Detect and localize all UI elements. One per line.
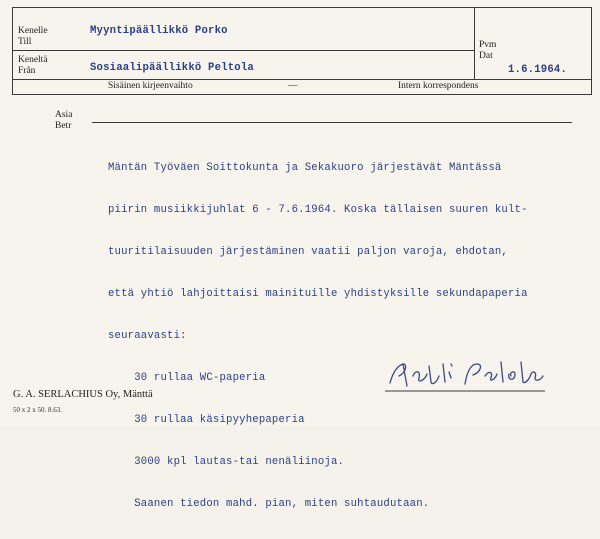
signature <box>385 358 545 394</box>
from-label-fi: Keneltä <box>18 55 48 65</box>
company-footer: G. A. SERLACHIUS Oy, Mänttä <box>13 389 153 400</box>
date-label <box>479 40 496 62</box>
body-line: piirin musiikkijuhlat 6 - 7.6.1964. Koska tällaisen suuren kult- <box>108 204 528 216</box>
subject-label <box>55 110 72 132</box>
date-column-divider <box>474 7 475 79</box>
subject-label-fi: Asia <box>55 110 73 120</box>
body-line: 30 rullaa käsipyyhepaperia <box>108 414 305 426</box>
header-bottom-line <box>12 94 592 95</box>
subject-label-sv: Betr <box>55 121 72 131</box>
body-line: Saanen tiedon mahd. pian, miten suhtaudutaan. <box>108 498 430 510</box>
to-value: Myyntipäällikkö Porko <box>90 25 228 37</box>
to-label <box>18 26 48 48</box>
to-field-line <box>12 50 474 51</box>
left-border-line <box>12 7 13 94</box>
date-value: 1.6.1964. <box>508 64 568 76</box>
print-code: 50 x 2 x 50. 8.63. <box>13 406 62 414</box>
body-line: seuraavasti: <box>108 330 187 342</box>
body-line: että yhtiö lahjoittaisi mainituille yhdistyksille sekundapaperia <box>108 288 528 300</box>
right-border-line <box>591 7 592 94</box>
to-label-fi: Kenelle <box>18 26 48 36</box>
date-label-fi: Pvm <box>479 40 497 50</box>
from-field-line <box>12 79 592 80</box>
date-label-sv: Dat <box>479 51 493 61</box>
body-line: 3000 kpl lautas-tai nenäliinoja. <box>108 456 345 468</box>
internal-dash: — <box>288 81 298 91</box>
body-line: 30 rullaa WC-paperia <box>108 372 266 384</box>
body-line: tuuritilaisuuden järjestäminen vaatii paljon varoja, ehdotan, <box>108 246 508 258</box>
internal-label-fi: Sisäinen kirjeenvaihto <box>108 81 193 91</box>
to-label-sv: Till <box>18 37 32 47</box>
subject-line <box>92 122 572 123</box>
body-line: Mäntän Työväen Soittokunta ja Sekakuoro järjestävät Mäntässä <box>108 162 502 174</box>
internal-label-sv: Intern korrespondens <box>398 81 479 91</box>
from-label <box>18 55 48 77</box>
top-border-line <box>12 7 592 8</box>
memo-body <box>108 133 528 539</box>
from-label-sv: Från <box>18 66 36 76</box>
from-value: Sosiaalipäällikkö Peltola <box>90 62 254 74</box>
